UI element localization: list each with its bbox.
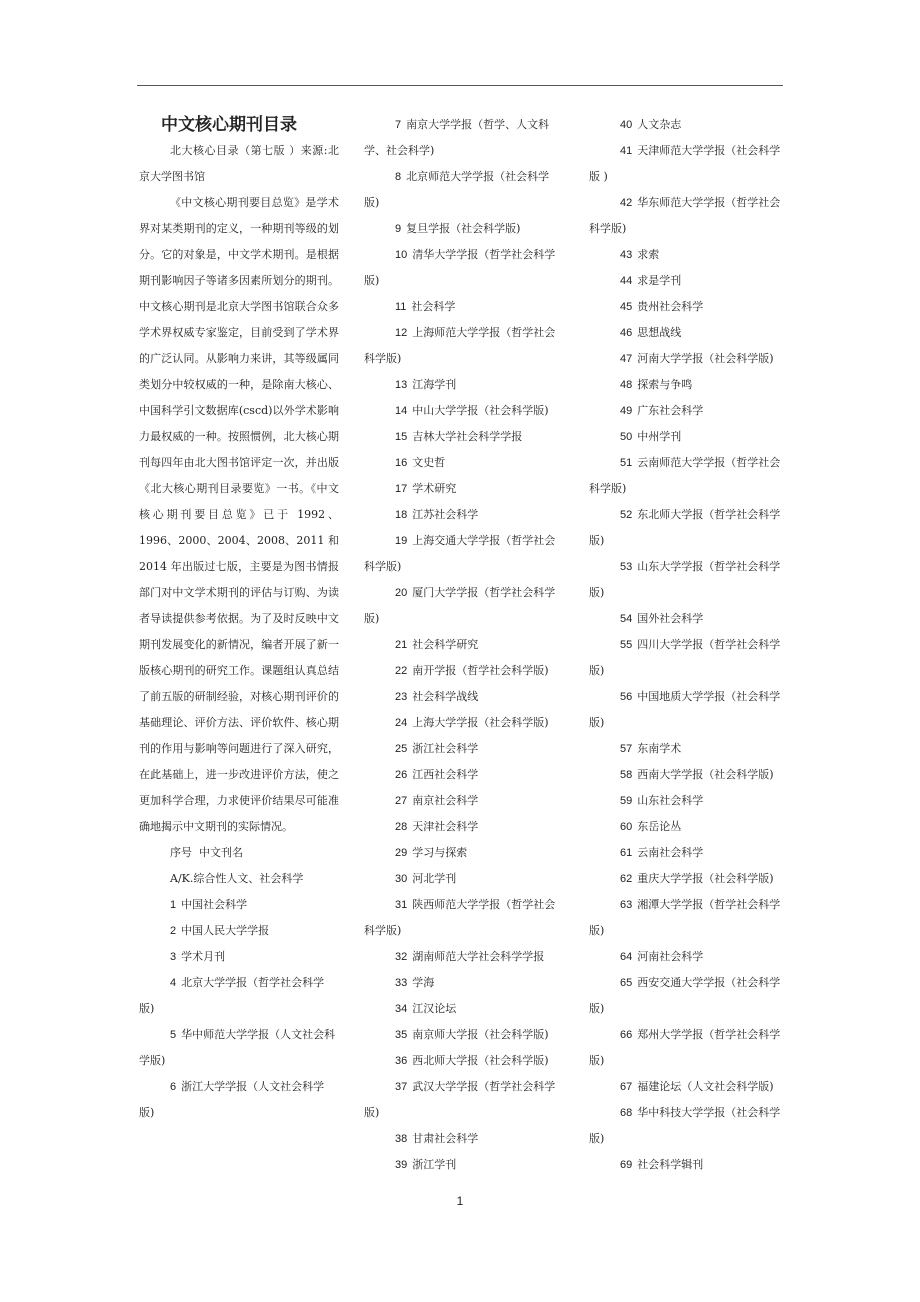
journal-number: 33 xyxy=(395,977,408,989)
journal-name: 江汉论坛 xyxy=(412,1002,457,1015)
journal-name: 华中师范大学学报（人文社会科学版) xyxy=(139,1028,336,1067)
journal-entry xyxy=(364,632,564,658)
journal-entry xyxy=(364,528,564,580)
journal-entry xyxy=(589,814,789,840)
journal-entry xyxy=(589,892,789,944)
journal-entry xyxy=(364,216,564,242)
journal-entry xyxy=(364,1126,564,1152)
journal-entry xyxy=(589,346,789,372)
column-3 xyxy=(589,112,789,1178)
journal-entry xyxy=(139,1074,339,1126)
journal-number: 14 xyxy=(395,405,408,417)
journal-number: 7 xyxy=(395,119,402,131)
page-number: 1 xyxy=(456,1194,464,1208)
journal-name: 山东社会科学 xyxy=(637,794,704,807)
journal-entry xyxy=(139,944,339,970)
journal-entry xyxy=(364,840,564,866)
journal-entry xyxy=(589,1100,789,1152)
journal-number: 44 xyxy=(620,275,633,287)
journal-name: 西南大学学报（社会科学版) xyxy=(637,768,774,781)
journal-number: 42 xyxy=(620,197,633,209)
journal-name: 四川大学学报（哲学社会科学版) xyxy=(589,638,781,677)
journal-name: 吉林大学社会科学学报 xyxy=(412,430,523,443)
journal-entry xyxy=(364,502,564,528)
journal-number: 41 xyxy=(620,145,633,157)
journal-number: 59 xyxy=(620,795,633,807)
journal-name: 社会科学战线 xyxy=(412,690,479,703)
journal-entry xyxy=(589,242,789,268)
journal-name: 武汉大学学报（哲学社会科学版) xyxy=(364,1080,556,1119)
journal-number: 63 xyxy=(620,899,633,911)
journal-name: 中州学刊 xyxy=(637,430,682,443)
journal-entry xyxy=(364,892,564,944)
journal-number: 12 xyxy=(395,327,408,339)
journal-number: 11 xyxy=(395,301,407,313)
journal-name: 学习与探索 xyxy=(412,846,468,859)
journal-number: 66 xyxy=(620,1029,633,1041)
header-rule xyxy=(137,85,783,86)
column-2 xyxy=(364,112,564,1178)
journal-entry xyxy=(364,970,564,996)
journal-number: 32 xyxy=(395,951,408,963)
journal-name: 江海学刊 xyxy=(412,378,457,391)
journal-number: 2 xyxy=(170,925,177,937)
journal-number: 69 xyxy=(620,1159,633,1171)
journal-name: 浙江大学学报（人文社会科学版) xyxy=(139,1080,325,1119)
journal-name: 天津师范大学学报（社会科学版 ) xyxy=(589,144,781,183)
journal-name: 广东社会科学 xyxy=(637,404,704,417)
journal-entry xyxy=(364,450,564,476)
journal-name: 社会科学 xyxy=(411,300,456,313)
journal-name: 华中科技大学学报（社会科学版) xyxy=(589,1106,781,1145)
journal-number: 26 xyxy=(395,769,408,781)
journal-name: 湘潭大学学报（哲学社会科学版) xyxy=(589,898,781,937)
journal-number: 30 xyxy=(395,873,408,885)
journal-number: 57 xyxy=(620,743,633,755)
journal-entry xyxy=(364,762,564,788)
journal-entry xyxy=(364,294,564,320)
source-line: 北大核心目录（第七版 ）来源:北京大学图书馆 xyxy=(139,144,339,183)
journal-name: 上海大学学报（社会科学版) xyxy=(412,716,549,729)
journal-number: 47 xyxy=(620,353,633,365)
journal-name: 浙江社会科学 xyxy=(412,742,479,755)
journal-entry xyxy=(139,918,339,944)
journal-name: 北京大学学报（哲学社会科学版) xyxy=(139,976,325,1015)
journal-entry xyxy=(589,632,789,684)
journal-name: 陕西师范大学学报（哲学社会科学版) xyxy=(364,898,556,937)
journal-entry xyxy=(589,1022,789,1074)
journal-number: 18 xyxy=(395,509,408,521)
journal-number: 62 xyxy=(620,873,633,885)
journal-entry xyxy=(589,762,789,788)
journal-entry xyxy=(364,424,564,450)
journal-entry xyxy=(364,788,564,814)
journal-entry xyxy=(364,710,564,736)
journal-name: 西北师大学报（社会科学版) xyxy=(412,1054,549,1067)
journal-entry xyxy=(364,736,564,762)
journal-number: 13 xyxy=(395,379,408,391)
journal-entry xyxy=(139,1022,339,1074)
journal-name: 中国人民大学学报 xyxy=(181,924,270,937)
journal-name: 郑州大学学报（哲学社会科学版) xyxy=(589,1028,781,1067)
column-1 xyxy=(139,112,339,1126)
journal-name: 南开学报（哲学社会科学版) xyxy=(412,664,549,677)
journal-number: 65 xyxy=(620,977,633,989)
journal-number: 56 xyxy=(620,691,633,703)
journal-entry xyxy=(589,424,789,450)
journal-number: 25 xyxy=(395,743,408,755)
journal-number: 52 xyxy=(620,509,633,521)
journal-number: 34 xyxy=(395,1003,408,1015)
journal-name: 思想战线 xyxy=(637,326,682,339)
journal-name: 学术研究 xyxy=(412,482,457,495)
journal-entry xyxy=(364,866,564,892)
journal-entry xyxy=(589,788,789,814)
journal-number: 1 xyxy=(170,899,177,911)
journal-number: 17 xyxy=(395,483,408,495)
journal-number: 64 xyxy=(620,951,633,963)
journal-entry xyxy=(589,112,789,138)
journal-name: 厦门大学学报（哲学社会科学版) xyxy=(364,586,556,625)
journal-name: 重庆大学学报（社会科学版) xyxy=(637,872,774,885)
journal-name: 社会科学研究 xyxy=(412,638,479,651)
journal-number: 31 xyxy=(395,899,408,911)
journal-number: 40 xyxy=(620,119,633,131)
journal-name: 国外社会科学 xyxy=(637,612,704,625)
document-title: 中文核心期刊目录 xyxy=(161,115,297,135)
journal-entry xyxy=(589,736,789,762)
journal-name: 江苏社会科学 xyxy=(412,508,479,521)
journal-entry xyxy=(589,372,789,398)
journal-number: 43 xyxy=(620,249,633,261)
journal-entry xyxy=(139,970,339,1022)
journal-entry xyxy=(364,1022,564,1048)
journal-entry xyxy=(364,658,564,684)
journal-number: 27 xyxy=(395,795,408,807)
journal-entry xyxy=(364,112,564,164)
journal-entry xyxy=(589,450,789,502)
journal-number: 8 xyxy=(395,171,402,183)
journal-number: 36 xyxy=(395,1055,408,1067)
journal-entry xyxy=(364,1048,564,1074)
journal-entry xyxy=(589,1152,789,1178)
journal-list-col2 xyxy=(364,112,564,1178)
journal-list-col3 xyxy=(589,112,789,1178)
journal-name: 河北学刊 xyxy=(412,872,457,885)
journal-name: 浙江学刊 xyxy=(412,1158,457,1171)
journal-entry xyxy=(589,866,789,892)
intro-paragraph: 《中文核心期刊要目总览》是学术界对某类期刊的定义，一种期刊等级的划分。它的对象是，中文学术期刊。是根据期刊影响因子等诸多因素所划分的期刊。中文核心期刊是北京大学图书馆联合众多学术界权威专家鉴定，目前受到了学术界的广泛认同。从影响力来讲，其等级属同类划分中较权威的一种，是除南大核心、中国科学引文数据库(cscd)以外学术影响力最权威的一种。按照惯例，北大核心期刊每四年由北大图书馆评定一次，并出版《北大核心期刊目录要览》一书。《中文核心期刊要目总览》已于 1992、1996、2000、2004、2008、2011 和 2014 年出版过七版，主要是为图书情报部门对中文学术期刊的评估与订购、为读者导读提供参考依据。为了及时反映中文期刊发展变化的新情况，编者开展了新一版核心期刊的研究工作。课题组认真总结了前五版的研制经验，对核心期刊评价的基础理论、评价方法、评价软件、核心期刊的作用与影响等问题进行了深入研究，在此基础上，进一步改进评价方法，使之更加科学合理，力求使评价结果尽可能准确地揭示中文期刊的实际情况。 xyxy=(139,196,339,833)
journal-name: 求索 xyxy=(637,248,660,261)
journal-number: 28 xyxy=(395,821,408,833)
journal-number: 6 xyxy=(170,1081,177,1093)
journal-name: 贵州社会科学 xyxy=(637,300,704,313)
journal-entry xyxy=(364,476,564,502)
journal-name: 东北师大学报（哲学社会科学版) xyxy=(589,508,781,547)
journal-entry xyxy=(589,970,789,1022)
journal-name: 云南师范大学学报（哲学社会科学版) xyxy=(589,456,781,495)
journal-name: 求是学刊 xyxy=(637,274,682,287)
journal-number: 49 xyxy=(620,405,633,417)
journal-name: 江西社会科学 xyxy=(412,768,479,781)
journal-name: 复旦学报（社会科学版) xyxy=(406,222,521,235)
journal-name: 探索与争鸣 xyxy=(637,378,693,391)
journal-number: 51 xyxy=(620,457,633,469)
journal-number: 10 xyxy=(395,249,408,261)
journal-name: 河南社会科学 xyxy=(637,950,704,963)
category-heading: A/K.综合性人文、社会科学 xyxy=(170,872,304,885)
journal-number: 58 xyxy=(620,769,633,781)
journal-number: 20 xyxy=(395,587,408,599)
journal-name: 云南社会科学 xyxy=(637,846,704,859)
journal-number: 39 xyxy=(395,1159,408,1171)
journal-entry xyxy=(364,684,564,710)
journal-number: 3 xyxy=(170,951,177,963)
journal-name: 华东师范大学学报（哲学社会科学版) xyxy=(589,196,781,235)
journal-entry xyxy=(589,190,789,242)
journal-entry xyxy=(364,164,564,216)
journal-number: 35 xyxy=(395,1029,408,1041)
journal-name: 西安交通大学学报（社会科学版) xyxy=(589,976,781,1015)
journal-entry xyxy=(589,320,789,346)
journal-name: 山东大学学报（哲学社会科学版) xyxy=(589,560,781,599)
journal-name: 社会科学辑刊 xyxy=(637,1158,704,1171)
journal-entry xyxy=(589,944,789,970)
journal-name: 福建论坛（人文社会科学版) xyxy=(637,1080,774,1093)
journal-name: 东岳论丛 xyxy=(637,820,682,833)
journal-entry xyxy=(364,398,564,424)
journal-entry xyxy=(364,944,564,970)
journal-number: 24 xyxy=(395,717,408,729)
journal-number: 5 xyxy=(170,1029,177,1041)
journal-name: 甘肃社会科学 xyxy=(412,1132,479,1145)
journal-entry xyxy=(364,1074,564,1126)
journal-entry xyxy=(364,580,564,632)
journal-number: 4 xyxy=(170,977,177,989)
journal-name: 中国地质大学学报（社会科学版) xyxy=(589,690,781,729)
journal-name: 天津社会科学 xyxy=(412,820,479,833)
journal-name: 学海 xyxy=(412,976,435,989)
journal-entry xyxy=(589,840,789,866)
journal-number: 16 xyxy=(395,457,408,469)
journal-number: 55 xyxy=(620,639,633,651)
journal-entry xyxy=(589,684,789,736)
journal-name: 南京社会科学 xyxy=(412,794,479,807)
journal-entry xyxy=(589,138,789,190)
journal-name: 清华大学学报（哲学社会科学版) xyxy=(364,248,556,287)
journal-entry xyxy=(364,320,564,372)
journal-name: 湖南师范大学社会科学学报 xyxy=(412,950,545,963)
journal-number: 67 xyxy=(620,1081,633,1093)
journal-number: 22 xyxy=(395,665,408,677)
journal-name: 东南学术 xyxy=(637,742,682,755)
journal-number: 38 xyxy=(395,1133,408,1145)
journal-number: 48 xyxy=(620,379,633,391)
journal-entry xyxy=(589,294,789,320)
journal-name: 南京大学学报（哲学、人文科学、社会科学) xyxy=(364,118,550,157)
journal-number: 21 xyxy=(395,639,408,651)
journal-number: 46 xyxy=(620,327,633,339)
journal-number: 29 xyxy=(395,847,408,859)
journal-name: 南京师大学报（社会科学版) xyxy=(412,1028,549,1041)
journal-name: 河南大学学报（社会科学版) xyxy=(637,352,774,365)
journal-entry xyxy=(589,268,789,294)
journal-name: 中山大学学报（社会科学版) xyxy=(412,404,549,417)
journal-number: 60 xyxy=(620,821,633,833)
journal-number: 68 xyxy=(620,1107,633,1119)
journal-name: 文史哲 xyxy=(412,456,446,469)
journal-entry xyxy=(364,996,564,1022)
journal-entry xyxy=(589,502,789,554)
list-header: 序号 中文刊名 xyxy=(170,846,243,859)
journal-name: 中国社会科学 xyxy=(181,898,248,911)
journal-number: 53 xyxy=(620,561,633,573)
journal-number: 9 xyxy=(395,223,402,235)
journal-entry xyxy=(139,892,339,918)
journal-number: 50 xyxy=(620,431,633,443)
journal-number: 45 xyxy=(620,301,633,313)
journal-number: 23 xyxy=(395,691,408,703)
journal-list-col1 xyxy=(139,892,339,1126)
journal-number: 54 xyxy=(620,613,633,625)
journal-name: 人文杂志 xyxy=(637,118,682,131)
journal-number: 37 xyxy=(395,1081,408,1093)
journal-entry xyxy=(364,1152,564,1178)
journal-entry xyxy=(364,372,564,398)
journal-name: 上海师范大学学报（哲学社会科学版) xyxy=(364,326,556,365)
journal-name: 学术月刊 xyxy=(181,950,226,963)
journal-entry xyxy=(589,606,789,632)
journal-name: 北京师范大学学报（社会科学版) xyxy=(364,170,550,209)
journal-entry xyxy=(589,554,789,606)
journal-entry xyxy=(364,242,564,294)
journal-number: 61 xyxy=(620,847,633,859)
journal-name: 上海交通大学学报（哲学社会科学版) xyxy=(364,534,556,573)
journal-entry xyxy=(364,814,564,840)
journal-number: 15 xyxy=(395,431,408,443)
journal-number: 19 xyxy=(395,535,408,547)
journal-entry xyxy=(589,398,789,424)
journal-entry xyxy=(589,1074,789,1100)
